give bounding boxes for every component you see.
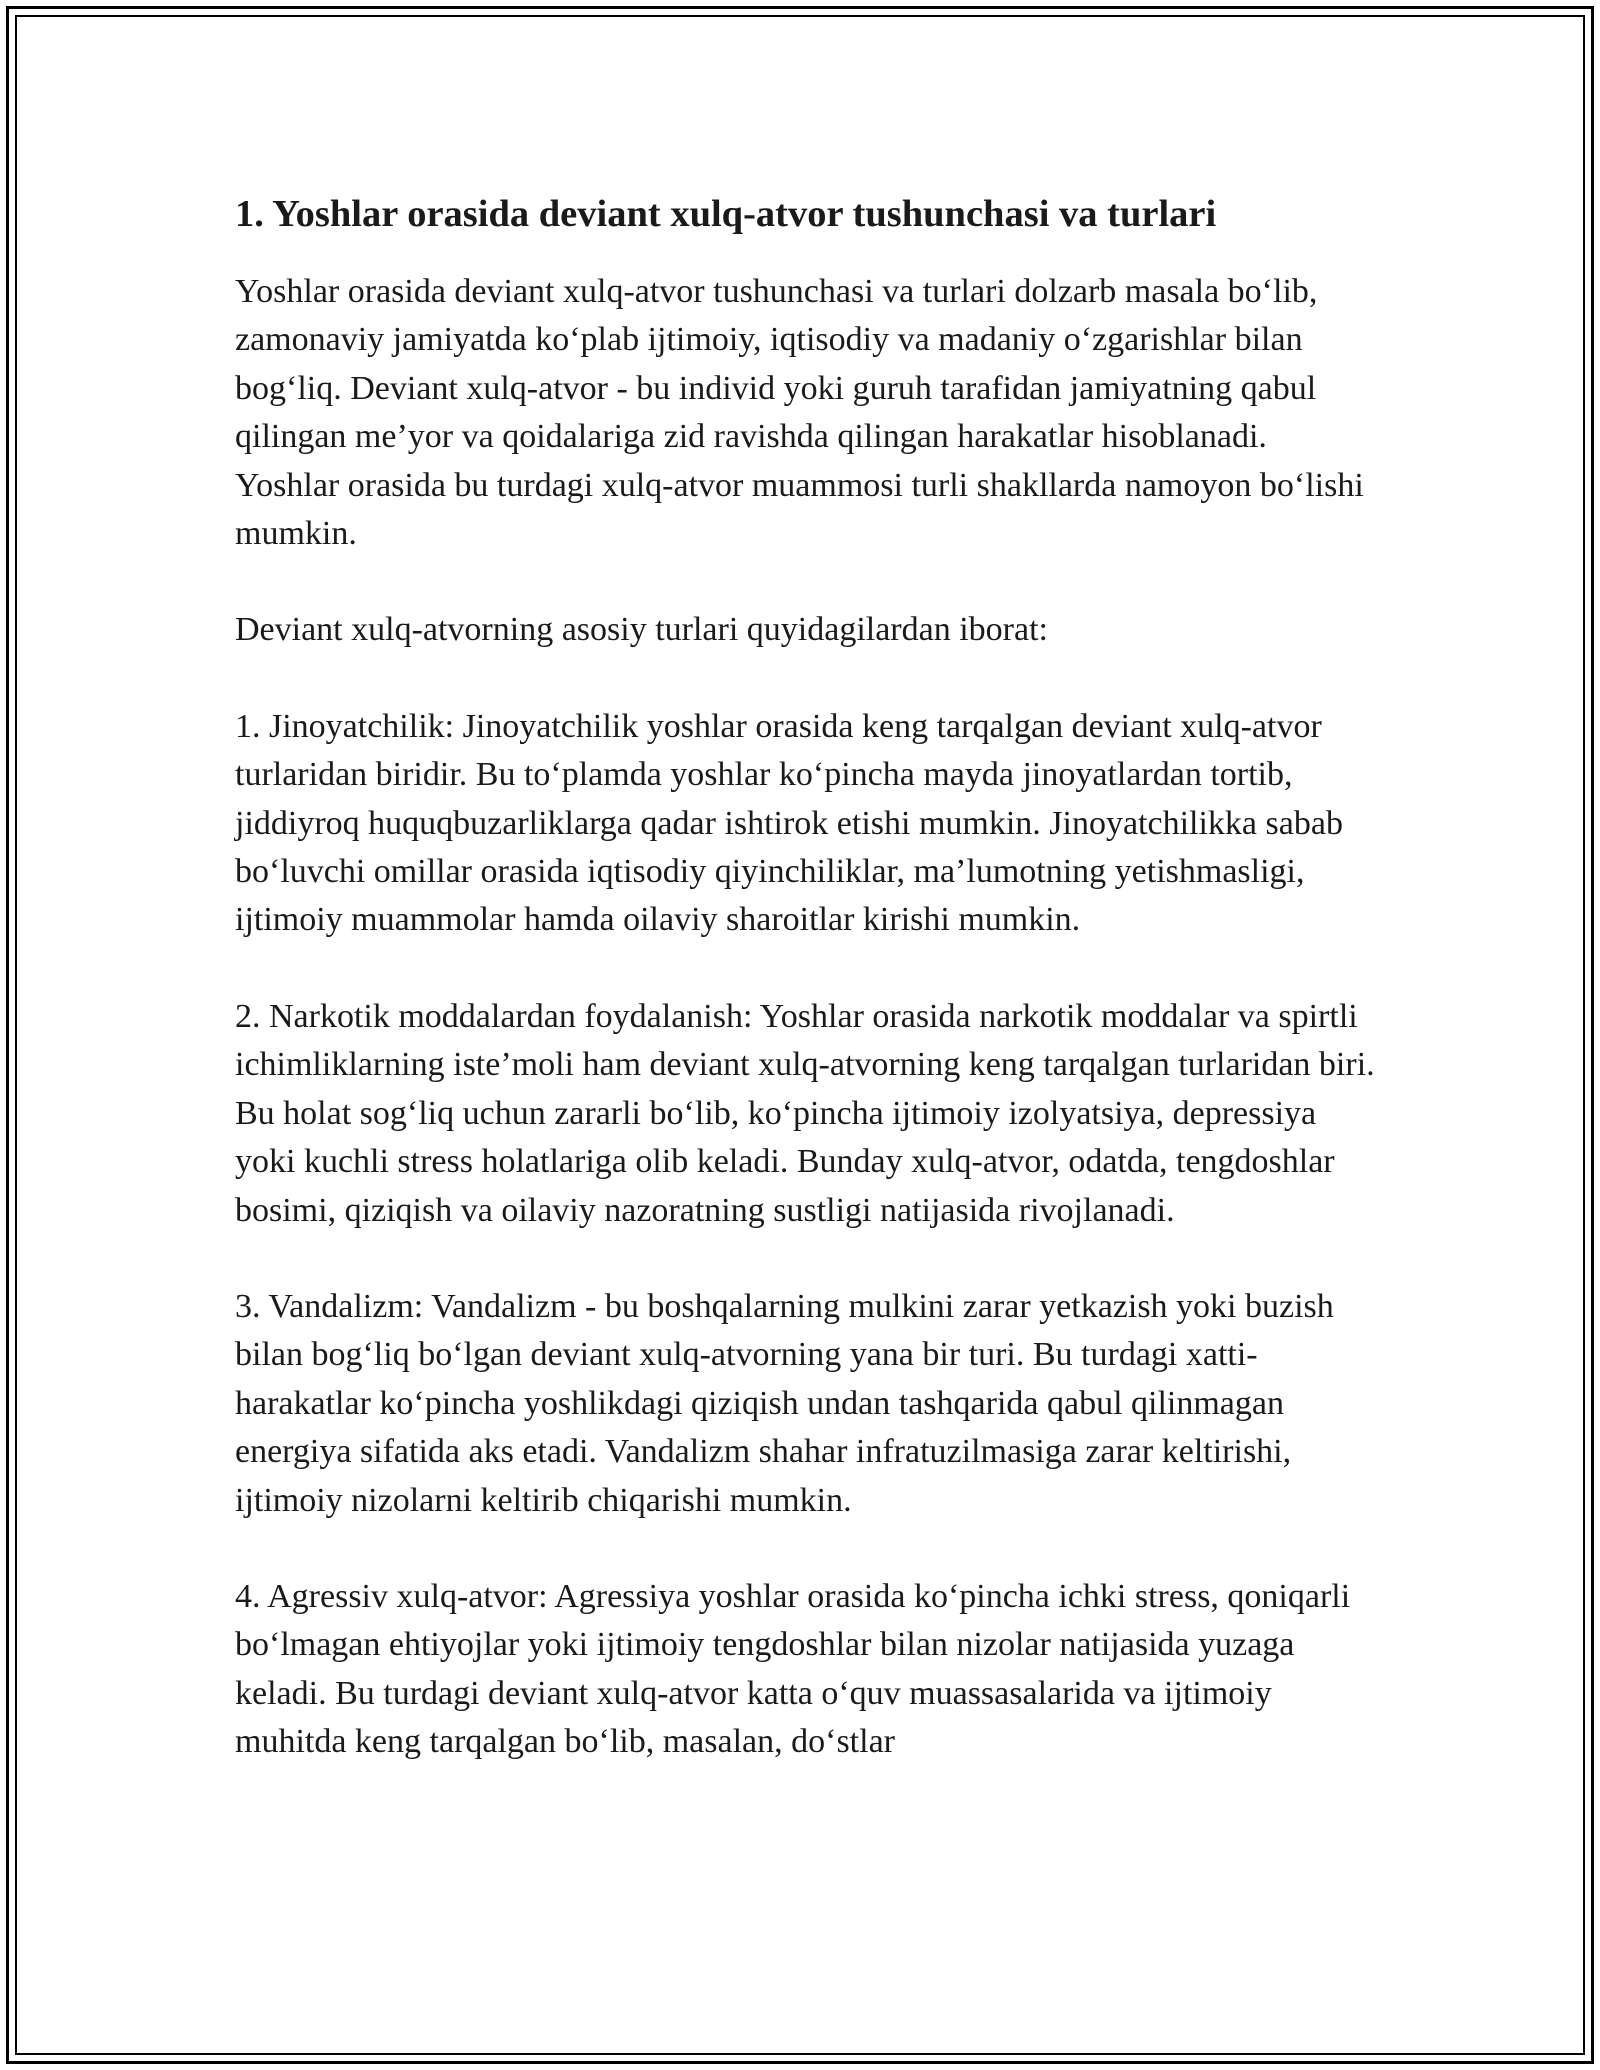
paragraph-narcotics: 2. Narkotik moddalardan foydalanish: Yoshlar orasida narkotik moddalar va spirtli ichimliklarning iste’moli ham deviant xulq-atvorning keng tarqalgan turlaridan biri. Bu holat sogʻliq uchun zararli boʻlib, koʻpincha ijtimoiy izolyatsiya, depressiya yoki kuchli stress holatlariga olib keladi. Bunday xulq-atvor, odatda, tengdoshlar bosimi, qiziqish va oilaviy nazoratning sustligi natijasida rivojlanadi.	[235, 997, 1375, 1229]
section-heading: 1. Yoshlar orasida deviant xulq-atvor tushunchasi va turlari	[235, 193, 1217, 235]
document-body	[235, 188, 1375, 1815]
paragraph-intro: Yoshlar orasida deviant xulq-atvor tushunchasi va turlari dolzarb masala boʻlib, zamonaviy jamiyatda koʻplab ijtimoiy, iqtisodiy va madaniy oʻzgarishlar bilan bogʻliq. Deviant xulq-atvor - bu individ yoki guruh tarafidan jamiyatning qabul qilingan me’yor va qoidalariga zid ravishda qilingan harakatlar hisoblanadi. Yoshlar orasida bu turdagi xulq-atvor muammosi turli shakllarda namoyon boʻlishi mumkin.	[235, 273, 1364, 553]
paragraph-vandalism: 3. Vandalizm: Vandalizm - bu boshqalarning mulkini zarar yetkazish yoki buzish bilan bogʻliq boʻlgan deviant xulq-atvorning yana bir turi. Bu turdagi xatti-harakatlar koʻpincha yoshlikdagi qiziqish undan tashqarida qabul qilinmagan energiya sifatida aks etadi. Vandalizm shahar infratuzilmasiga zarar keltirishi, ijtimoiy nizolarni keltirib chiqarishi mumkin.	[235, 1287, 1334, 1519]
paragraph-aggression: 4. Agressiv xulq-atvor: Agressiya yoshlar orasida koʻpincha ichki stress, qoniqarli boʻlmagan ehtiyojlar yoki ijtimoiy tengdoshlar bilan nizolar natijasida yuzaga keladi. Bu turdagi deviant xulq-atvor katta oʻquv muassasalarida va ijtimoiy muhitda keng tarqalgan boʻlib, masalan, doʻstlar	[235, 1577, 1351, 1761]
paragraph-types-lead: Deviant xulq-atvorning asosiy turlari quyidagilardan iborat:	[235, 611, 1048, 649]
paragraph-crime: 1. Jinoyatchilik: Jinoyatchilik yoshlar orasida keng tarqalgan deviant xulq-atvor turlaridan biridir. Bu toʻplamda yoshlar koʻpincha mayda jinoyatlardan tortib, jiddiyroq huquqbuzarliklarga qadar ishtirok etishi mumkin. Jinoyatchilikka sabab boʻluvchi omillar orasida iqtisodiy qiyinchiliklar, ma’lumotning yetishmasligi, ijtimoiy muammolar hamda oilaviy sharoitlar kirishi mumkin.	[235, 707, 1343, 939]
